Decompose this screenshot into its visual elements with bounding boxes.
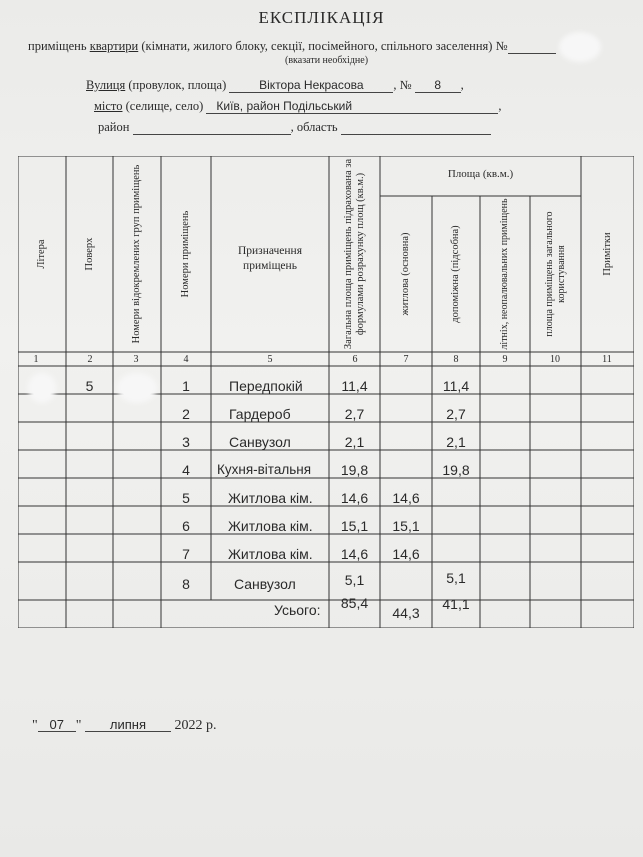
aux-area-sum: 41,1: [442, 596, 470, 612]
explication-table: [18, 156, 634, 628]
col-number: 4: [183, 354, 189, 365]
oblast-label: , область: [290, 120, 338, 134]
city-label: місто: [94, 99, 123, 113]
city-line: місто (селище, село) Київ, район Подільський ,: [94, 99, 502, 113]
header-floor: Поверх: [84, 237, 95, 271]
house-number-label: №: [399, 78, 412, 92]
header-purpose-line-1: Призначення: [237, 245, 303, 257]
room-aux-area: 2,1: [446, 434, 466, 450]
district-label: район: [98, 120, 130, 134]
district-value: [133, 121, 291, 135]
col-number: 3: [133, 354, 139, 365]
date-year: 2022 р.: [174, 718, 217, 733]
col-number: 7: [403, 354, 409, 365]
col-number: 1: [33, 354, 39, 365]
room-total-area: 5,1: [344, 572, 365, 588]
header-common-area: площа приміщень загального користування: [543, 211, 567, 337]
room-total-area: 11,4: [341, 378, 368, 394]
room-aux-area: 11,4: [442, 378, 470, 394]
header-area-group: Площа (кв.м.): [447, 168, 514, 180]
room-number: 3: [182, 434, 190, 450]
room-name: Кухня-вітальня: [217, 462, 312, 477]
total-area-sum: 85,4: [340, 595, 369, 611]
apartment-number-field: [508, 40, 556, 54]
room-number: 8: [182, 576, 190, 592]
date-month: липня: [85, 718, 171, 732]
header-living-area: житлова (основна): [400, 232, 411, 316]
col-number: 6: [352, 354, 358, 365]
room-name: Санвузол: [229, 434, 291, 450]
header-room-numbers: Номери приміщень: [180, 210, 191, 298]
street-line: Вулиця (провулок, площа) Віктора Некрасова , № 8 ,: [86, 78, 464, 92]
room-number: 1: [182, 378, 190, 394]
total-label: Усього:: [274, 602, 321, 618]
header-notes: Примітки: [601, 232, 613, 276]
city-alt-label: (селище, село): [122, 99, 204, 113]
redaction-blot: [121, 377, 153, 399]
room-total-area: 2,7: [344, 406, 365, 422]
room-name: Житлова кім.: [228, 490, 313, 506]
col-number: 5: [267, 354, 273, 365]
redaction-blot: [563, 36, 597, 58]
header-line-1: [28, 39, 556, 54]
street-alt-label: (провулок, площа): [125, 78, 227, 92]
house-number-value: 8: [415, 79, 461, 93]
room-total-area: 15,1: [340, 518, 369, 534]
street-label: Вулиця: [86, 78, 126, 92]
hint-text: (вказати необхідне): [285, 55, 369, 66]
oblast-value: [341, 121, 491, 135]
room-aux-area: 5,1: [446, 570, 466, 586]
date-line: " 07 " липня 2022 р.: [32, 717, 217, 733]
premises-label: приміщень: [28, 39, 90, 53]
room-name: Житлова кім.: [228, 546, 313, 562]
col-number: 10: [550, 354, 560, 365]
room-living-area: 15,1: [392, 518, 420, 534]
header-purpose-line-2: приміщень: [243, 260, 297, 272]
living-area-sum: 44,3: [392, 605, 420, 621]
room-number: 4: [182, 462, 190, 478]
date-day: 07: [38, 718, 76, 732]
room-total-area: 2,1: [344, 434, 365, 450]
room-name: Гардероб: [229, 406, 291, 422]
col-number: 8: [453, 354, 459, 365]
room-number: 5: [182, 490, 190, 506]
room-living-area: 14,6: [392, 546, 420, 562]
col-number: 2: [87, 354, 93, 365]
room-name: Житлова кім.: [228, 518, 313, 534]
room-name: Санвузол: [234, 576, 296, 592]
district-line: [98, 120, 491, 135]
room-number: 6: [182, 518, 190, 534]
header-aux-area: допоміжна (підсобна): [450, 225, 461, 323]
document-title: ЕКСПЛІКАЦІЯ: [258, 8, 385, 27]
room-aux-area: 19,8: [442, 462, 470, 478]
room-living-area: 14,6: [392, 490, 420, 506]
city-value: Київ, район Подільський: [206, 100, 498, 114]
premises-types-list: (кімнати, жилого блоку, секції, посімейного, спільного заселення) №: [138, 39, 508, 53]
header-litera: Літера: [36, 239, 47, 269]
room-number: 2: [182, 406, 190, 422]
room-aux-area: 2,7: [446, 406, 466, 422]
room-total-area: 14,6: [340, 546, 369, 562]
floor-value: 5: [85, 378, 94, 394]
redaction-blot: [32, 377, 52, 399]
room-total-area: 19,8: [340, 462, 369, 478]
room-name: Передпокій: [229, 378, 303, 394]
header-total-area: Загальна площа приміщень підрахована за формулами розрахунку площ (кв.м.): [342, 158, 366, 350]
header-purpose: [211, 244, 329, 274]
room-number: 7: [182, 546, 190, 562]
premises-type: квартири: [89, 39, 139, 53]
col-number: 11: [602, 354, 612, 365]
header-room-groups: Номери відокремлених груп приміщень: [131, 164, 142, 344]
col-number: 9: [502, 354, 508, 365]
header-summer-area: літніх, неопалювальних приміщень: [499, 198, 510, 350]
street-value: Віктора Некрасова: [229, 79, 393, 93]
room-total-area: 14,6: [340, 490, 369, 506]
